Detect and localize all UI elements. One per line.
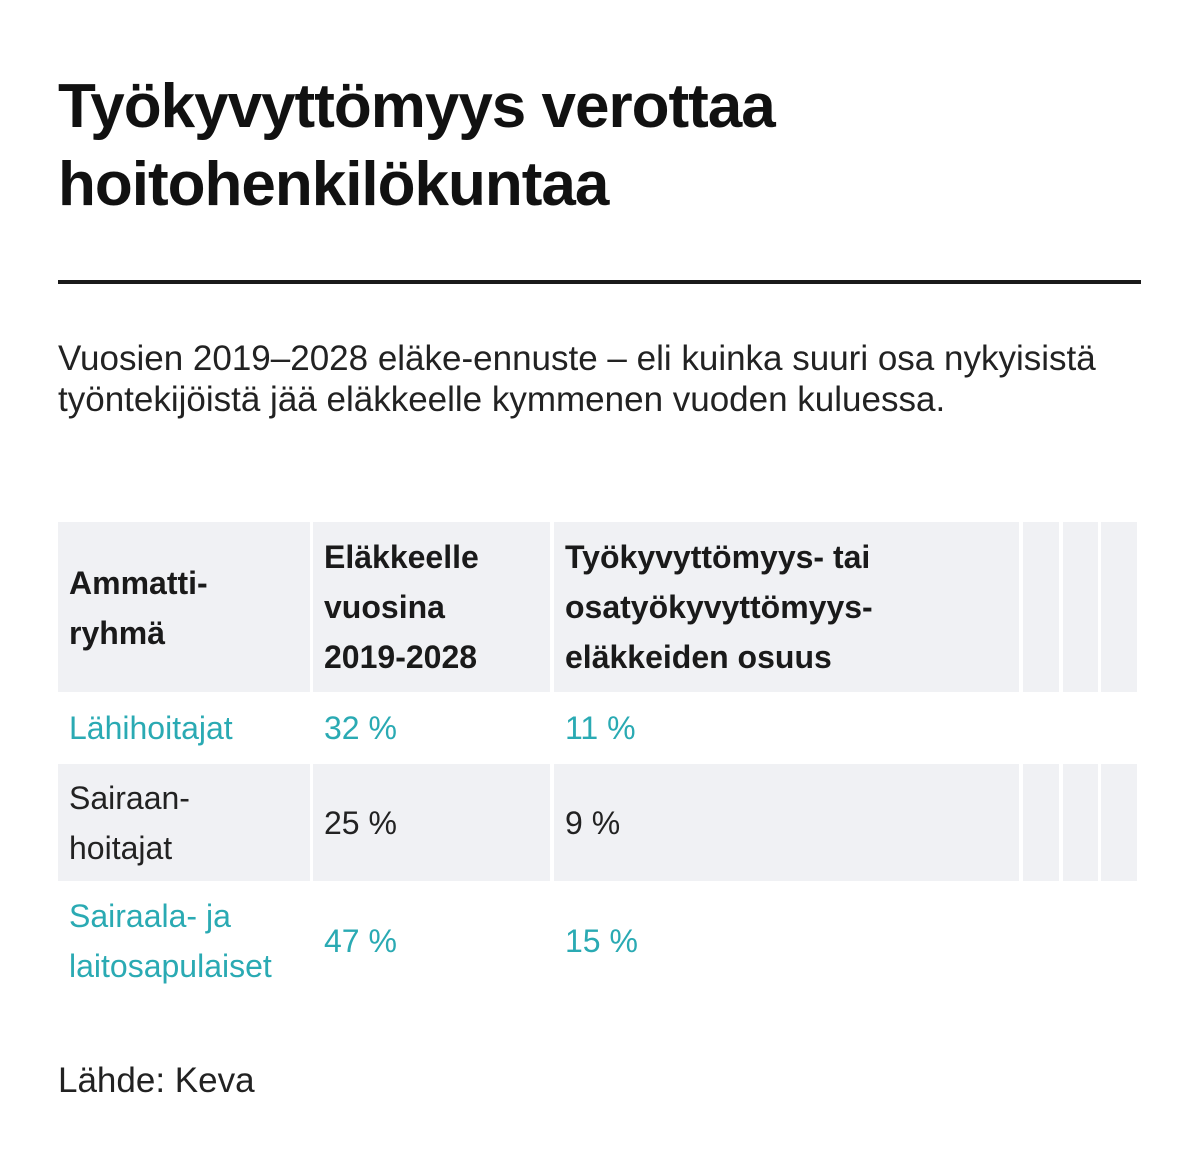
empty-header-cell [1023,522,1059,692]
empty-cell [1063,764,1098,881]
cell-group: Lähihoitajat [69,710,233,746]
cell-disability-share: 15 % [565,923,638,959]
empty-cell [1101,764,1137,881]
table-header-row [58,522,1137,692]
cell-disability-share: 9 % [554,764,1019,881]
column-header-disability-share: Työkyvyttömyys- tai osatyökyvyttömyys-eläkkeiden osuus [554,522,1019,692]
empty-header-cell [1101,522,1137,692]
title-divider [58,280,1141,284]
table-row [58,881,1137,1001]
cell-disability-share: 11 % [565,710,636,746]
chart-subtitle: Vuosien 2019–2028 eläke-ennuste – eli kuinka suuri osa nykyisistä työntekijöistä jää eläkkeelle kymmenen vuoden kuluessa. [58,339,1096,419]
source-note: Lähde: Keva [58,1061,255,1100]
cell-group: Sairaala- ja laitosapulaiset [69,898,272,984]
column-header-group: Ammatti-ryhmä [58,522,310,692]
empty-cell [1023,764,1059,881]
cell-retiring: 32 % [324,710,397,746]
table-row [58,692,1137,764]
cell-retiring: 47 % [324,923,397,959]
cell-retiring: 25 % [313,764,550,881]
cell-group: Sairaan-hoitajat [58,764,310,881]
column-header-retiring: Eläkkeelle vuosina 2019-2028 [313,522,550,692]
table-row [58,764,1137,881]
empty-header-cell [1063,522,1098,692]
chart-title: Työkyvyttömyys verottaa hoitohenkilökuntaa [58,72,775,219]
